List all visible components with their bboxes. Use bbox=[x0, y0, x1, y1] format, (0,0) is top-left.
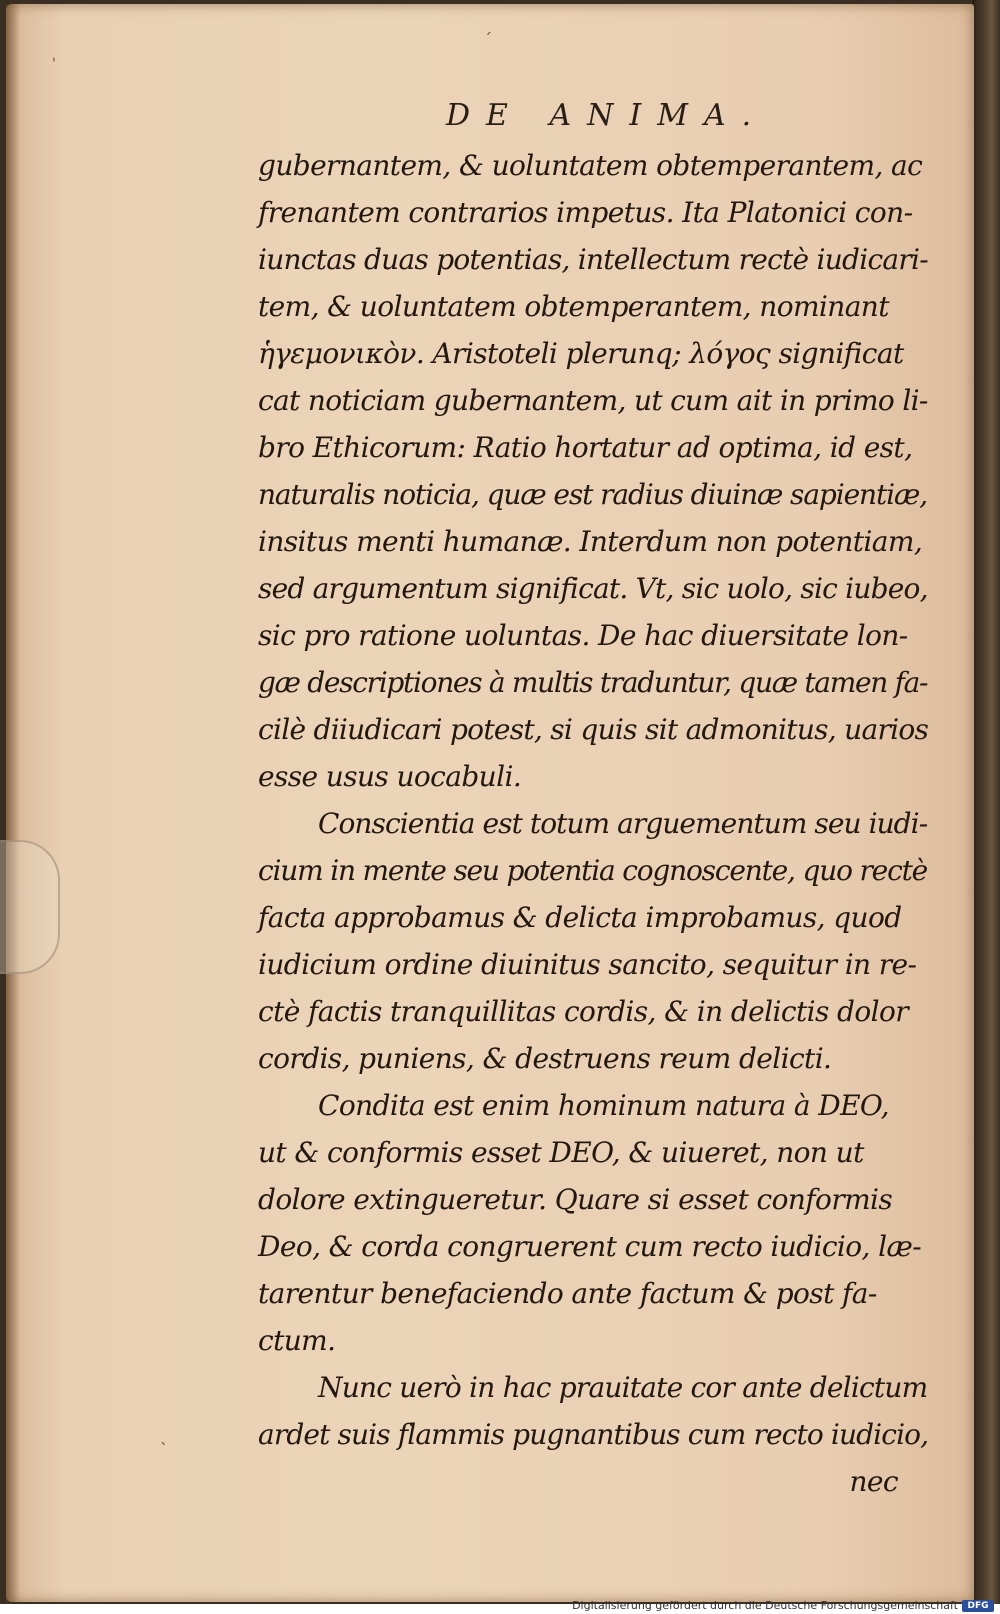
text-line: ut & conformis esset DEO, & uiueret, non ut bbox=[258, 1136, 864, 1169]
text-line: gubernantem, & uoluntatem obtemperantem, ac bbox=[258, 149, 923, 182]
spine-shadow bbox=[6, 4, 20, 1602]
page-text bbox=[258, 142, 928, 1505]
text-line: cium in mente seu potentia cognoscente, quo rectè bbox=[258, 854, 928, 887]
text-line: dolore extingueretur. Quare si esset conformis bbox=[258, 1183, 893, 1216]
text-line: cilè diiudicari potest, si quis sit admonitus, uarios bbox=[258, 713, 929, 746]
book-edge bbox=[972, 0, 1000, 1604]
text-line: cat noticiam gubernantem, ut cum ait in primo li- bbox=[258, 384, 928, 417]
ink-speck: ˊ bbox=[484, 30, 492, 49]
text-line: sic pro ratione uoluntas. De hac diuersitate lon- bbox=[258, 619, 908, 652]
text-line: esse usus uocabuli. bbox=[258, 760, 522, 793]
text-line: ἡγεμονικὸν. Aristoteli plerunq; λόγος significat bbox=[258, 337, 904, 370]
text-line: ardet suis flammis pugnantibus cum recto iudicio, bbox=[258, 1418, 929, 1451]
ink-speck: ˋ bbox=[160, 1440, 168, 1459]
text-line: ctè factis tranquillitas cordis, & in delictis dolor bbox=[258, 995, 909, 1028]
text-line: naturalis noticia, quæ est radius diuinæ sapientiæ, bbox=[258, 478, 928, 511]
text-line: iudicium ordine diuinitus sancito, sequitur in re- bbox=[258, 948, 917, 981]
text-line: cordis, puniens, & destruens reum delicti. bbox=[258, 1042, 832, 1075]
catchword: nec bbox=[849, 1465, 898, 1498]
text-line: insitus menti humanæ. Interdum non potentiam, bbox=[258, 525, 923, 558]
text-line: sed argumentum significat. Vt, sic uolo, sic iubeo, bbox=[258, 572, 928, 605]
paragraph-first-line: Conscientia est totum arguementum seu iudi- bbox=[318, 807, 928, 840]
text-line: iunctas duas potentias, intellectum rectè iudicari- bbox=[258, 243, 928, 276]
text-line: tarentur benefaciendo ante factum & post fa- bbox=[258, 1277, 877, 1310]
text-line: facta approbamus & delicta improbamus, quod bbox=[258, 901, 902, 934]
text-line: tem, & uoluntatem obtemperantem, nominant bbox=[258, 290, 889, 323]
text-line: ctum. bbox=[258, 1324, 336, 1357]
page-clip bbox=[0, 840, 60, 974]
paragraph-first-line: Nunc uerò in hac prauitate cor ante delictum bbox=[318, 1371, 928, 1404]
text-line: gæ descriptiones à multis traduntur, quæ tamen fa- bbox=[258, 666, 928, 699]
footer-credit: Digitalisierung gefördert durch die Deutsche Forschungsgemeinschaft bbox=[572, 1599, 958, 1612]
dfg-logo: DFG bbox=[962, 1600, 994, 1612]
text-line: bro Ethicorum: Ratio hortatur ad optima, id est, bbox=[258, 431, 913, 464]
ink-speck: ' bbox=[52, 56, 56, 72]
paragraph-first-line: Condita est enim hominum natura à DEO, bbox=[318, 1089, 889, 1122]
text-line: frenantem contrarios impetus. Ita Platonici con- bbox=[258, 196, 913, 229]
running-header: DE ANIMA. bbox=[446, 98, 768, 133]
text-line: Deo, & corda congruerent cum recto iudicio, læ- bbox=[258, 1230, 922, 1263]
